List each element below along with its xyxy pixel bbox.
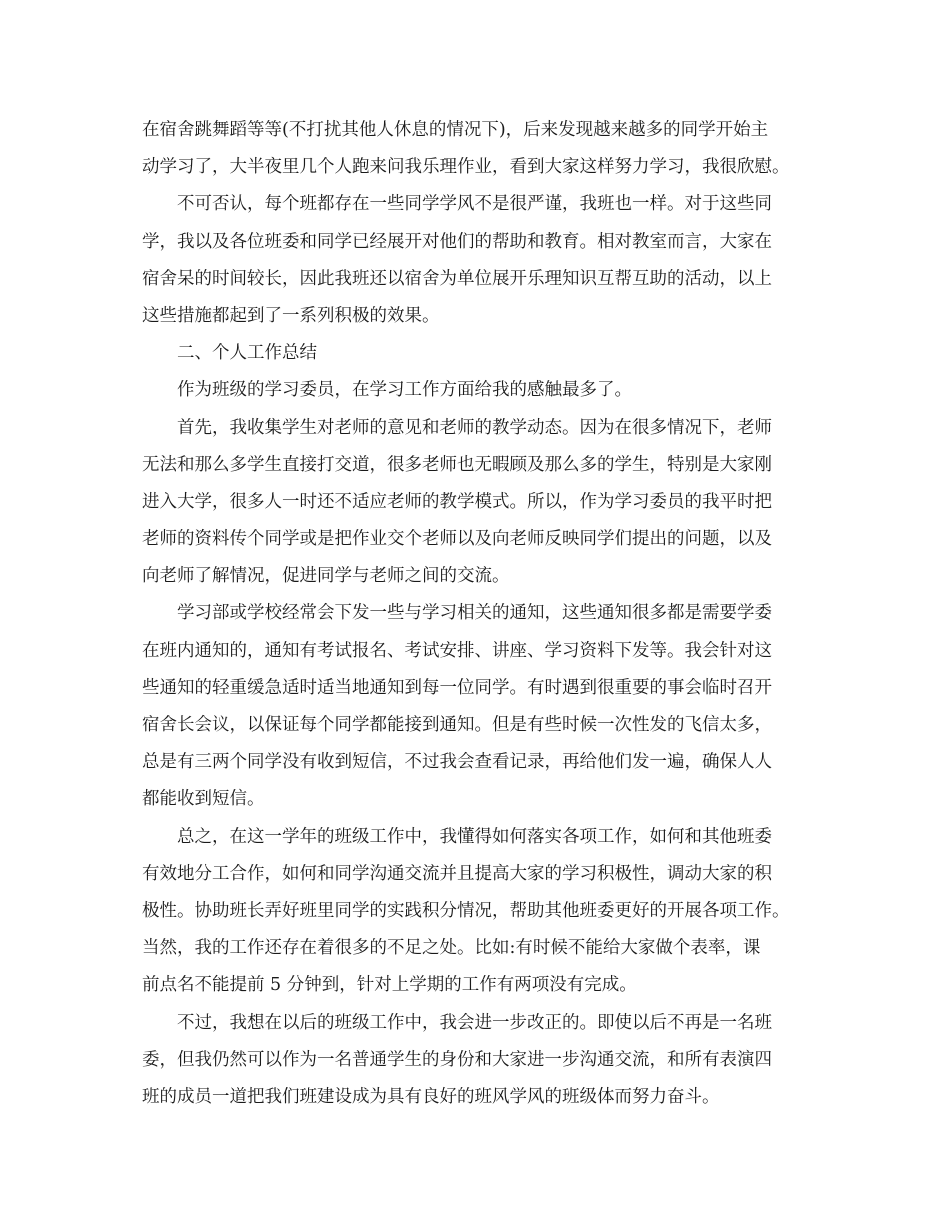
text-line: 向老师了解情况，促进同学与老师之间的交流。 — [142, 566, 510, 587]
text-line: 班的成员一道把我们班建设成为具有良好的班风学风的班级体而努力奋斗。 — [142, 1086, 720, 1107]
section-heading: 二、个人工作总结 — [177, 343, 317, 364]
text-line: 都能收到短信。 — [142, 789, 265, 810]
text-line: 作为班级的学习委员，在学习工作方面给我的感触最多了。 — [177, 380, 632, 401]
text-line: 动学习了，大半夜里几个人跑来问我乐理作业，看到大家这样努力学习，我很欣慰。 — [142, 157, 790, 178]
text-line: 前点名不能提前 5 分钟到，针对上学期的工作有两项没有完成。 — [142, 975, 637, 996]
text-line: 不过，我想在以后的班级工作中，我会进一步改正的。即使以后不再是一名班 — [177, 1012, 772, 1033]
text-line: 老师的资料传个同学或是把作业交个老师以及向老师反映同学们提出的问题，以及 — [142, 529, 772, 550]
text-line: 这些措施都起到了一系列积极的效果。 — [142, 305, 440, 326]
text-line: 极性。协助班长弄好班里同学的实践积分情况，帮助其他班委更好的开展各项工作。 — [142, 900, 790, 921]
text-line: 无法和那么多学生直接打交道，很多老师也无暇顾及那么多的学生，特别是大家刚 — [142, 454, 772, 475]
text-line: 总之，在这一学年的班级工作中，我懂得如何落实各项工作，如何和其他班委 — [177, 826, 772, 847]
text-line: 学，我以及各位班委和同学已经展开对他们的帮助和教育。相对教室而言，大家在 — [142, 231, 772, 252]
text-line: 宿舍长会议，以保证每个同学都能接到通知。但是有些时候一次性发的飞信太多， — [142, 715, 772, 735]
text-line: 在宿舍跳舞蹈等等(不打扰其他人休息的情况下)，后来发现越来越多的同学开始主 — [142, 120, 769, 140]
text-line: 总是有三两个同学没有收到短信，不过我会查看记录，再给他们发一遍，确保人人 — [142, 752, 772, 773]
text-line: 在班内通知的，通知有考试报名、考试安排、讲座、学习资料下发等。我会针对这 — [142, 640, 772, 661]
text-line: 有效地分工合作，如何和同学沟通交流并且提高大家的学习积极性，调动大家的积 — [142, 863, 772, 884]
document-body — [142, 112, 822, 1116]
text-line: 学习部或学校经常会下发一些与学习相关的通知，这些通知很多都是需要学委 — [177, 603, 772, 624]
text-line: 委，但我仍然可以作为一名普通学生的身份和大家进一步沟通交流，和所有表演四 — [142, 1049, 772, 1070]
text-line: 些通知的轻重缓急适时适当地通知到每一位同学。有时遇到很重要的事会临时召开 — [142, 677, 772, 698]
text-line: 不可否认，每个班都存在一些同学学风不是很严谨，我班也一样。对于这些同 — [177, 194, 772, 215]
text-line: 首先，我收集学生对老师的意见和老师的教学动态。因为在很多情况下，老师 — [177, 417, 772, 438]
text-line: 宿舍呆的时间较长，因此我班还以宿舍为单位展开乐理知识互帮互助的活动，以上 — [142, 268, 772, 289]
text-line: 进入大学，很多人一时还不适应老师的教学模式。所以，作为学习委员的我平时把 — [142, 491, 772, 512]
text-line: 当然，我的工作还存在着很多的不足之处。比如:有时候不能给大家做个表率，课 — [142, 938, 761, 959]
